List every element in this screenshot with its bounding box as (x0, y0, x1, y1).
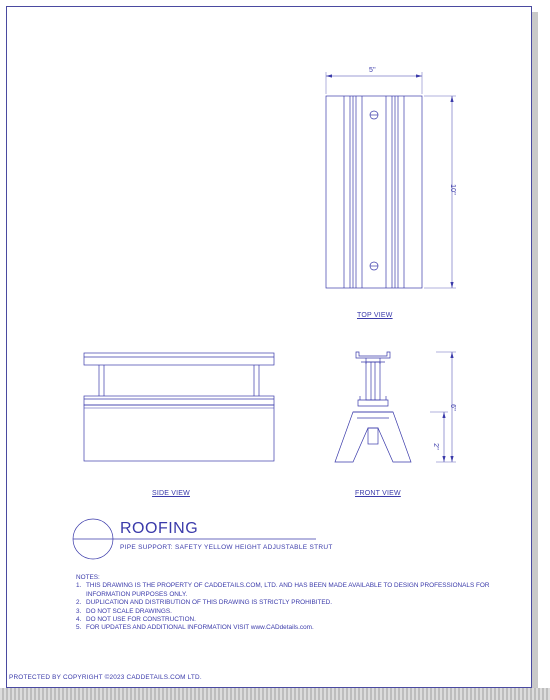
note-text: DO NOT USE FOR CONSTRUCTION. (86, 616, 196, 624)
note-item (76, 608, 516, 616)
side-view-drawing (84, 353, 274, 461)
note-number: 3. (76, 607, 82, 615)
top-view-label: TOP VIEW (357, 312, 393, 319)
top-length-dimension: 10" (448, 184, 456, 195)
notes-section (76, 574, 516, 633)
note-number: 2. (76, 599, 82, 607)
note-text: THIS DRAWING IS THE PROPERTY OF CADDETAILS.COM, LTD. AND HAS BEEN MADE AVAILABLE TO DESIGN PROFESSIONALS FOR INFORMATION PURPOSES ONLY. (86, 582, 490, 598)
note-text: DUPLICATION AND DISTRIBUTION OF THIS DRAWING IS STRICTLY PROHIBITED. (86, 599, 333, 607)
note-item (76, 616, 516, 624)
note-number: 5. (76, 624, 82, 632)
note-item (76, 599, 516, 607)
front-base-dimension: 2" (431, 443, 439, 450)
front-view-label: FRONT VIEW (355, 490, 401, 497)
side-view-label: SIDE VIEW (152, 490, 190, 497)
note-item (76, 582, 516, 599)
notes-heading: NOTES: (76, 574, 100, 581)
front-height-dimension: 6" (448, 404, 456, 411)
top-width-dimension: 5" (369, 67, 376, 74)
note-number: 1. (76, 582, 82, 590)
note-number: 4. (76, 616, 82, 624)
drawing-subtitle: PIPE SUPPORT: SAFETY YELLOW HEIGHT ADJUSTABLE STRUT (120, 544, 333, 551)
note-text: FOR UPDATES AND ADDITIONAL INFORMATION VISIT www.CADdetails.com. (86, 624, 314, 632)
copyright-footer: PROTECTED BY COPYRIGHT ©2023 CADDETAILS.COM LTD. (9, 674, 202, 681)
top-view-drawing (326, 72, 456, 288)
note-text: DO NOT SCALE DRAWINGS. (86, 607, 172, 615)
drawing-title: ROOFING (120, 520, 199, 537)
note-item (76, 624, 516, 632)
